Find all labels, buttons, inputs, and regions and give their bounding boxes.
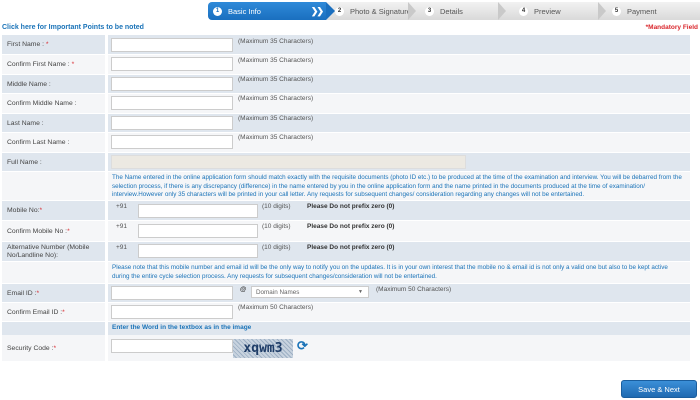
step-label: Basic Info: [228, 6, 261, 16]
chevron-down-icon: ▼: [358, 289, 363, 295]
max-chars-hint: (Maximum 35 Characters): [238, 38, 314, 45]
step-separator: [498, 2, 508, 20]
max-chars-hint: (Maximum 50 Characters): [238, 304, 314, 311]
step-number: 4: [519, 7, 528, 16]
last-name-input[interactable]: [111, 116, 233, 130]
alt-number-label: Alternative Number (Mobile No/Landline No):: [2, 242, 105, 261]
step-number: 3: [425, 7, 434, 16]
step-label: Photo & Signature: [350, 6, 411, 16]
digits-hint: (10 digits): [262, 223, 291, 230]
max-chars-hint: (Maximum 50 Characters): [376, 286, 452, 293]
max-chars-hint: (Maximum 35 Characters): [238, 95, 314, 102]
captcha-image: xqwm3: [233, 339, 293, 358]
full-name-label: Full Name :: [2, 153, 105, 171]
step-details[interactable]: [425, 2, 463, 20]
step-label: Details: [440, 6, 463, 16]
double-chevron-icon: ❯❯: [310, 5, 322, 16]
alt-number-input[interactable]: [138, 244, 258, 258]
row-name-note: [2, 172, 690, 200]
step-preview[interactable]: [519, 2, 561, 20]
row-confirm-middle-name: [2, 94, 690, 113]
row-confirm-last-name: [2, 133, 690, 152]
step-photo-signature[interactable]: [335, 2, 411, 20]
max-chars-hint: (Maximum 35 Characters): [238, 57, 314, 64]
confirm-email-label: Confirm Email ID : *: [2, 303, 105, 321]
confirm-mobile-input[interactable]: [138, 224, 258, 238]
first-name-input[interactable]: [111, 38, 233, 52]
row-middle-name: [2, 75, 690, 93]
refresh-captcha-icon[interactable]: ⟳: [297, 338, 308, 353]
important-points-link[interactable]: Click here for Important Points to be noted: [2, 24, 144, 31]
at-sign: @: [240, 286, 247, 293]
security-code-label: Security Code : *: [2, 335, 105, 361]
step-label: Preview: [534, 6, 561, 16]
step-payment[interactable]: [612, 2, 657, 20]
row-first-name: [2, 35, 690, 54]
step-number: 5: [612, 7, 621, 16]
confirm-first-name-input[interactable]: [111, 57, 233, 71]
confirm-first-name-label: Confirm First Name : *: [2, 55, 105, 74]
digits-hint: (10 digits): [262, 244, 291, 251]
confirm-last-name-input[interactable]: [111, 135, 233, 149]
step-label: Payment: [627, 6, 657, 16]
contact-note-text: Please note that this mobile number and email id will be the only way to notify you on the updates. It is in your own interest that the mobile no & email id is not only a valid one but also to be kept active during the entire cycle selection process. Any requests for subsequent changes/consideration will not be entertained.: [112, 264, 668, 280]
mobile-input[interactable]: [138, 204, 258, 218]
row-contact-note: [2, 262, 690, 283]
confirm-middle-name-input[interactable]: [111, 96, 233, 110]
step-basic-info[interactable]: [208, 2, 326, 20]
no-zero-warning: Please Do not prefix zero (0): [307, 244, 395, 251]
captcha-instruction: Enter the Word in the textbox as in the image: [112, 324, 252, 331]
no-zero-warning: Please Do not prefix zero (0): [307, 203, 395, 210]
last-name-label: Last Name :: [2, 114, 105, 132]
row-alt-number: [2, 242, 690, 261]
confirm-mobile-label: Confirm Mobile No : *: [2, 221, 105, 241]
email-label: Email ID : *: [2, 284, 105, 302]
row-confirm-email: [2, 303, 690, 321]
step-separator: [408, 2, 418, 20]
row-mobile: [2, 201, 690, 220]
step-separator: [598, 2, 608, 20]
digits-hint: (10 digits): [262, 203, 291, 210]
row-full-name: [2, 153, 690, 171]
confirm-last-name-label: Confirm Last Name :: [2, 133, 105, 152]
mobile-label: Mobile No: *: [2, 201, 105, 220]
progress-steps: [208, 2, 700, 20]
security-code-input[interactable]: [111, 339, 233, 353]
row-security-code: [2, 335, 690, 361]
name-note-text: The Name entered in the online application form should match exactly with the requisite documents (photo ID etc.) to be produced at the time of the examination and interview. You will be debarred from the selection process, if there is any discrepancy (difference) in the name entered by you in the online application form and the name printed in the documents produced at the time of examination/ interview.However only 35 characters will be printed in your call letter. Any requests for subsequent changes/ consideration regarding any changes will not be entertained.: [112, 174, 682, 198]
confirm-email-input[interactable]: [111, 305, 233, 319]
email-input[interactable]: [111, 286, 233, 300]
no-zero-warning: Please Do not prefix zero (0): [307, 223, 395, 230]
row-email: [2, 284, 690, 302]
country-code: +91: [116, 244, 128, 251]
step-number: 1: [213, 7, 222, 16]
row-last-name: [2, 114, 690, 132]
country-code: +91: [116, 203, 128, 210]
row-confirm-mobile: [2, 221, 690, 241]
step-number: 2: [335, 7, 344, 16]
max-chars-hint: (Maximum 35 Characters): [238, 115, 314, 122]
row-captcha-hint: [2, 322, 690, 335]
middle-name-label: Middle Name :: [2, 75, 105, 93]
middle-name-input[interactable]: [111, 77, 233, 91]
first-name-label: First Name : *: [2, 35, 105, 54]
domain-select[interactable]: Domain Names ▼: [251, 286, 369, 298]
row-confirm-first-name: [2, 55, 690, 74]
country-code: +91: [116, 223, 128, 230]
confirm-middle-name-label: Confirm Middle Name :: [2, 94, 105, 113]
mandatory-field-note: *Mandatory Field: [645, 24, 698, 31]
full-name-input: [111, 155, 466, 169]
save-next-button[interactable]: Save & Next: [621, 380, 697, 398]
max-chars-hint: (Maximum 35 Characters): [238, 134, 314, 141]
max-chars-hint: (Maximum 35 Characters): [238, 76, 314, 83]
